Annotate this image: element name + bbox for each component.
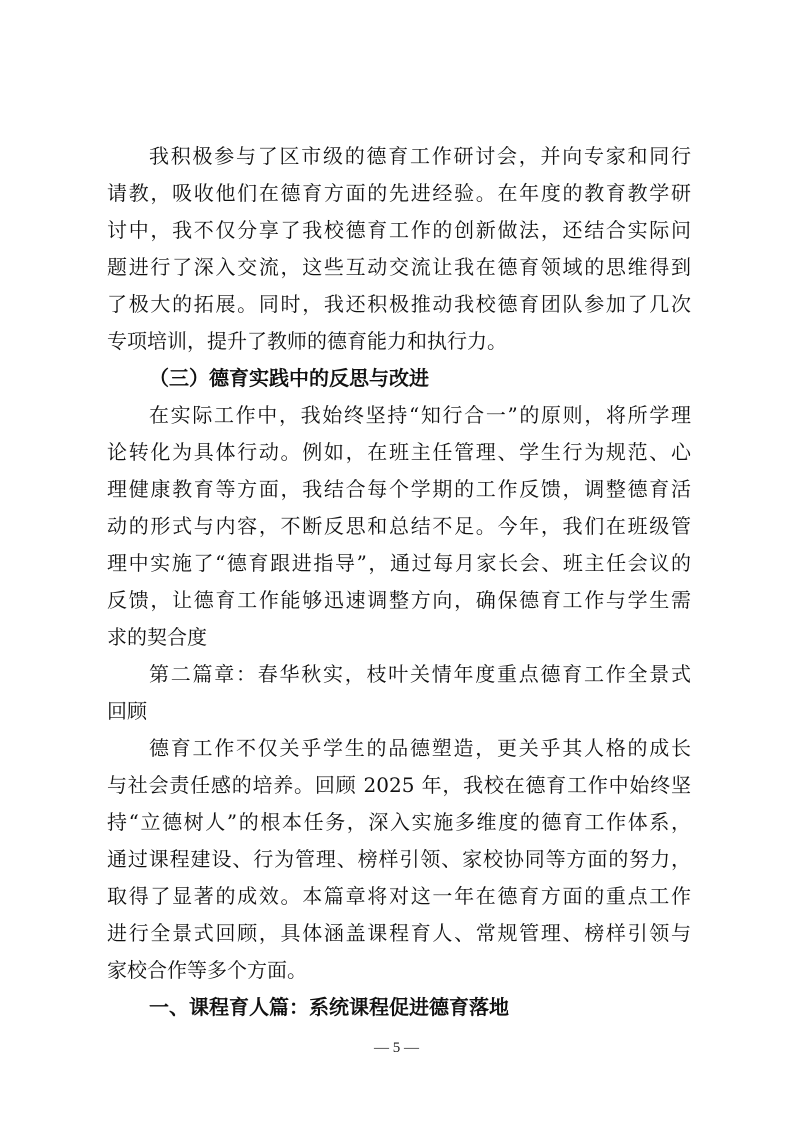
text-line: 家校合作等多个方面。 (107, 958, 307, 982)
text-line: 反馈，让德育工作能够迅速调整方向，确保德育工作与学生需 (107, 588, 691, 612)
chapter-heading (107, 989, 691, 1026)
text-line: 理中实施了“德育跟进指导”，通过每月家长会、班主任会议的 (107, 551, 691, 575)
paragraph (107, 656, 691, 730)
text-line: 讨中，我不仅分享了我校德育工作的创新做法，还结合实际问 (107, 218, 691, 242)
text-line: 请教，吸收他们在德育方面的先进经验。在年度的教育教学研 (107, 181, 691, 205)
page-number: — 5 — (374, 1040, 419, 1056)
text-line: 持“立德树人”的根本任务，深入实施多维度的德育工作体系， (107, 810, 691, 834)
text-line: 在实际工作中，我始终坚持“知行合一”的原则，将所学理 (149, 403, 691, 427)
text-line: （三）德育实践中的反思与改进 (149, 366, 429, 390)
text-line: 进行全景式回顾，具体涵盖课程育人、常规管理、榜样引领与 (107, 921, 691, 945)
text-line: 论转化为具体行动。例如，在班主任管理、学生行为规范、心 (107, 440, 691, 464)
text-line: 求的契合度 (107, 625, 207, 649)
text-line: 通过课程建设、行为管理、榜样引领、家校协同等方面的努力， (107, 847, 691, 871)
text-line: 德育工作不仅关乎学生的品德塑造，更关乎其人格的成长 (149, 736, 691, 760)
text-line: 理健康教育等方面，我结合每个学期的工作反馈，调整德育活 (107, 477, 691, 501)
text-line: 动的形式与内容，不断反思和总结不足。今年，我们在班级管 (107, 514, 691, 538)
text-line: 第二篇章：春华秋实，枝叶关情年度重点德育工作全景式 (149, 662, 691, 686)
section-heading (107, 360, 691, 397)
paragraph (107, 397, 691, 656)
text-line: 回顾 (107, 699, 147, 723)
document-page (107, 138, 691, 1026)
text-line: 题进行了深入交流，这些互动交流让我在德育领域的思维得到 (107, 255, 691, 279)
text-line: 与社会责任感的培养。回顾 2025 年，我校在德育工作中始终坚 (107, 773, 691, 797)
text-line: 取得了显著的成效。本篇章将对这一年在德育方面的重点工作 (107, 884, 691, 908)
paragraph (107, 138, 691, 360)
text-line: 专项培训，提升了教师的德育能力和执行力。 (107, 329, 507, 353)
text-line: 一、课程育人篇：系统课程促进德育落地 (149, 995, 509, 1019)
paragraph (107, 730, 691, 989)
text-line: 我积极参与了区市级的德育工作研讨会，并向专家和同行 (149, 144, 691, 168)
text-line: 了极大的拓展。同时，我还积极推动我校德育团队参加了几次 (107, 292, 691, 316)
